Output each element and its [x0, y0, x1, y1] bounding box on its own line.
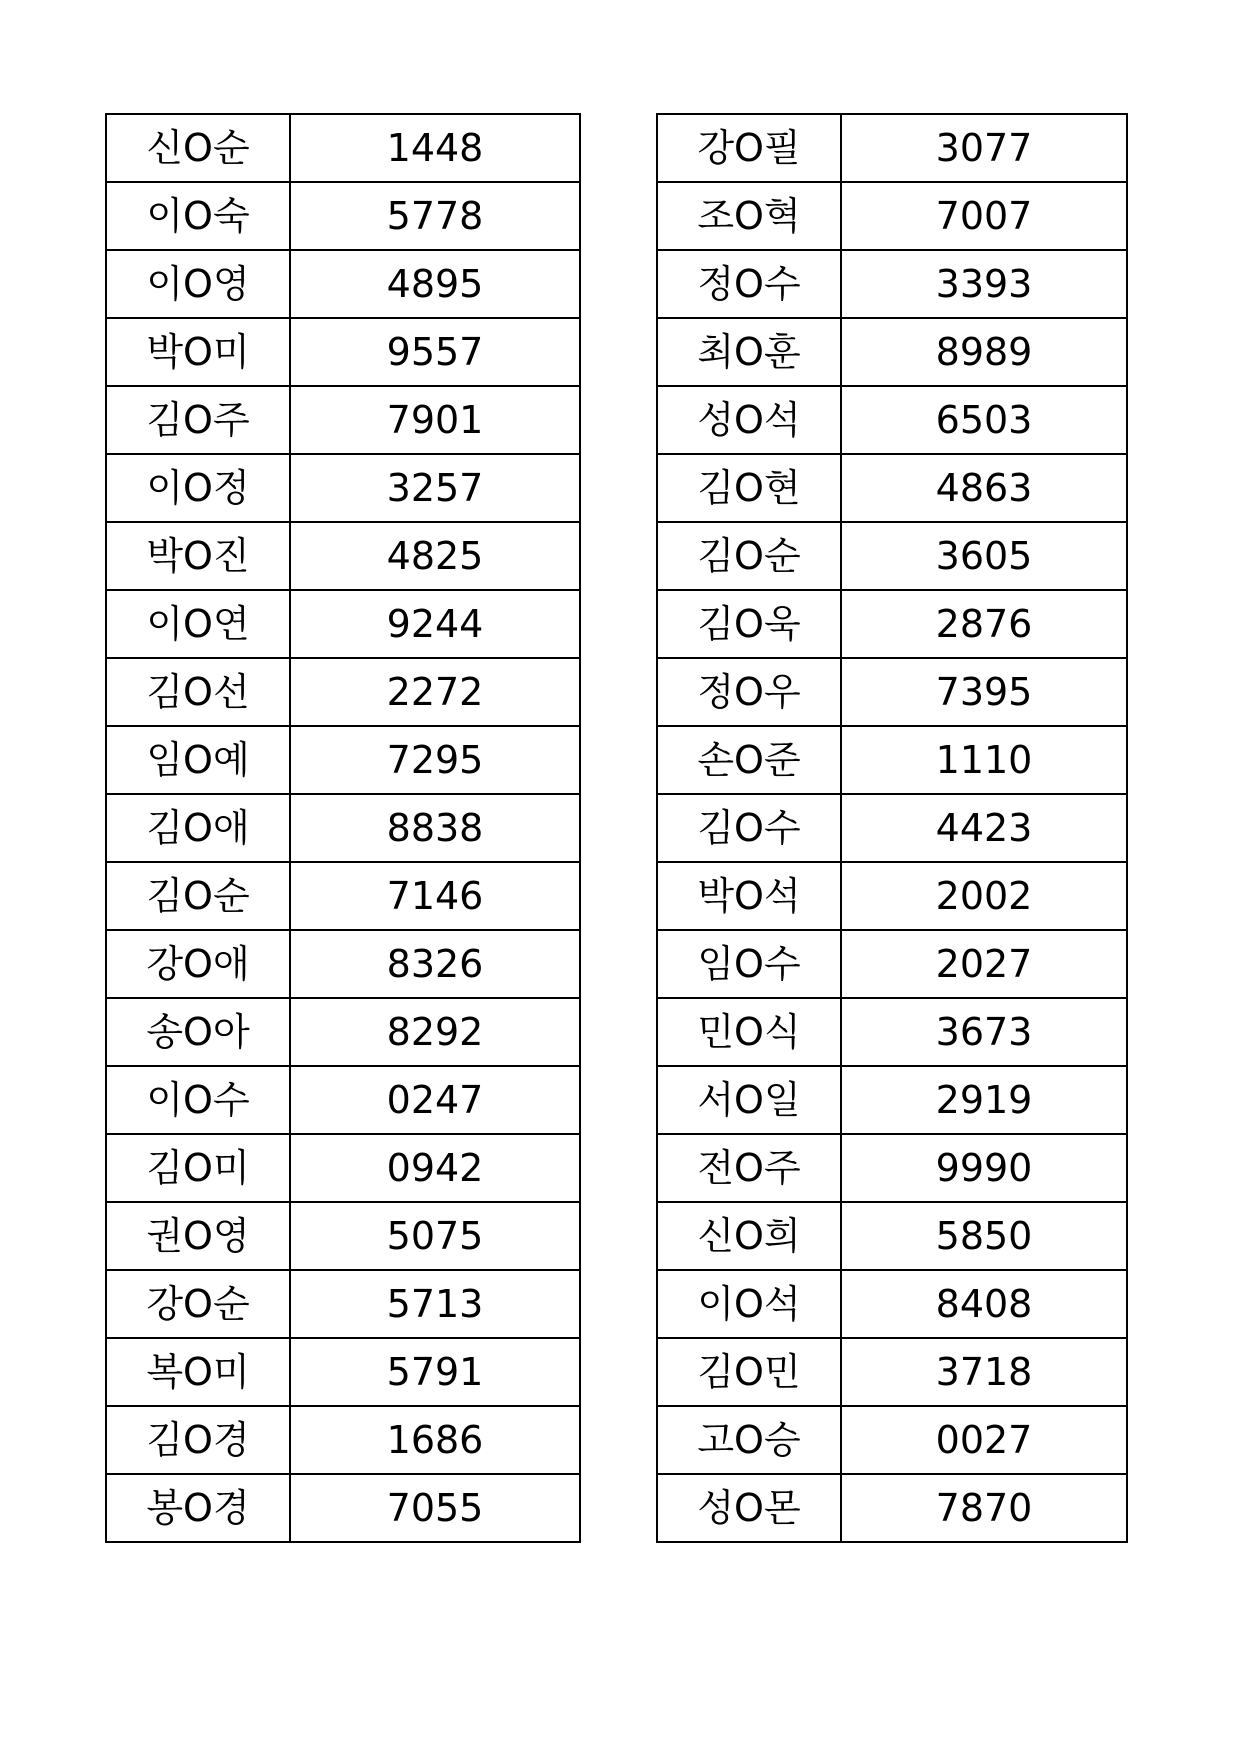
table-row — [657, 1406, 1127, 1474]
code-cell: 8989 — [841, 318, 1127, 386]
code-cell: 3257 — [290, 454, 580, 522]
code-cell: 0247 — [290, 1066, 580, 1134]
name-cell: 이O영 — [106, 250, 290, 318]
name-cell: 김O미 — [106, 1134, 290, 1202]
code-cell: 8408 — [841, 1270, 1127, 1338]
name-cell: 김O순 — [657, 522, 841, 590]
code-cell: 7295 — [290, 726, 580, 794]
table-row — [106, 998, 580, 1066]
name-cell: 강O필 — [657, 114, 841, 182]
name-cell: 김O현 — [657, 454, 841, 522]
code-cell: 2002 — [841, 862, 1127, 930]
table-row — [657, 454, 1127, 522]
code-cell: 5791 — [290, 1338, 580, 1406]
code-cell: 7055 — [290, 1474, 580, 1542]
table-row — [657, 182, 1127, 250]
code-cell: 5778 — [290, 182, 580, 250]
table-row — [106, 182, 580, 250]
table-row — [106, 250, 580, 318]
name-cell: 손O준 — [657, 726, 841, 794]
name-cell: 최O훈 — [657, 318, 841, 386]
name-cell: 성O석 — [657, 386, 841, 454]
table-row — [657, 794, 1127, 862]
table-row — [657, 318, 1127, 386]
name-cell: 성O몬 — [657, 1474, 841, 1542]
table-row — [657, 998, 1127, 1066]
name-cell: 박O미 — [106, 318, 290, 386]
name-cell: 권O영 — [106, 1202, 290, 1270]
code-cell: 0027 — [841, 1406, 1127, 1474]
name-cell: 임O수 — [657, 930, 841, 998]
name-cell: 정O수 — [657, 250, 841, 318]
code-cell: 9244 — [290, 590, 580, 658]
roster-table-body — [657, 114, 1127, 1542]
table-row — [106, 658, 580, 726]
code-cell: 7870 — [841, 1474, 1127, 1542]
code-cell: 2272 — [290, 658, 580, 726]
name-cell: 김O경 — [106, 1406, 290, 1474]
code-cell: 5850 — [841, 1202, 1127, 1270]
table-row — [106, 1202, 580, 1270]
name-cell: 박O진 — [106, 522, 290, 590]
name-cell: 고O승 — [657, 1406, 841, 1474]
code-cell: 9557 — [290, 318, 580, 386]
table-row — [657, 726, 1127, 794]
table-row — [657, 1270, 1127, 1338]
table-row — [657, 1474, 1127, 1542]
name-cell: 이O숙 — [106, 182, 290, 250]
code-cell: 7901 — [290, 386, 580, 454]
code-cell: 7146 — [290, 862, 580, 930]
table-row — [106, 318, 580, 386]
name-cell: 임O예 — [106, 726, 290, 794]
name-cell: 김O주 — [106, 386, 290, 454]
code-cell: 3673 — [841, 998, 1127, 1066]
code-cell: 4863 — [841, 454, 1127, 522]
table-row — [657, 1338, 1127, 1406]
name-cell: 이O정 — [106, 454, 290, 522]
name-cell: 박O석 — [657, 862, 841, 930]
table-row — [106, 1270, 580, 1338]
roster-table-right — [656, 113, 1128, 1543]
code-cell: 3718 — [841, 1338, 1127, 1406]
table-row — [106, 1338, 580, 1406]
name-cell: 봉O경 — [106, 1474, 290, 1542]
name-cell: 김O순 — [106, 862, 290, 930]
code-cell: 8326 — [290, 930, 580, 998]
code-cell: 8838 — [290, 794, 580, 862]
name-cell: 송O아 — [106, 998, 290, 1066]
code-cell: 3605 — [841, 522, 1127, 590]
code-cell: 2027 — [841, 930, 1127, 998]
name-cell: 신O순 — [106, 114, 290, 182]
table-row — [657, 590, 1127, 658]
code-cell: 7395 — [841, 658, 1127, 726]
code-cell: 1686 — [290, 1406, 580, 1474]
table-row — [106, 454, 580, 522]
table-row — [106, 794, 580, 862]
table-row — [106, 862, 580, 930]
table-row — [106, 386, 580, 454]
table-row — [106, 1474, 580, 1542]
code-cell: 8292 — [290, 998, 580, 1066]
name-cell: 이O수 — [106, 1066, 290, 1134]
name-cell: 복O미 — [106, 1338, 290, 1406]
code-cell: 2876 — [841, 590, 1127, 658]
code-cell: 3077 — [841, 114, 1127, 182]
code-cell: 2919 — [841, 1066, 1127, 1134]
code-cell: 7007 — [841, 182, 1127, 250]
name-cell: 강O애 — [106, 930, 290, 998]
name-cell: 조O혁 — [657, 182, 841, 250]
table-row — [657, 522, 1127, 590]
name-cell: 김O수 — [657, 794, 841, 862]
table-row — [657, 1066, 1127, 1134]
name-cell: 전O주 — [657, 1134, 841, 1202]
name-cell: 서O일 — [657, 1066, 841, 1134]
table-row — [106, 930, 580, 998]
name-cell: 김O민 — [657, 1338, 841, 1406]
roster-table-left — [105, 113, 581, 1543]
table-row — [657, 250, 1127, 318]
code-cell: 4825 — [290, 522, 580, 590]
table-row — [106, 726, 580, 794]
table-row — [657, 862, 1127, 930]
code-cell: 4423 — [841, 794, 1127, 862]
name-cell: 이O연 — [106, 590, 290, 658]
name-cell: 신O희 — [657, 1202, 841, 1270]
table-row — [657, 930, 1127, 998]
code-cell: 0942 — [290, 1134, 580, 1202]
table-row — [106, 114, 580, 182]
name-cell: 강O순 — [106, 1270, 290, 1338]
table-row — [106, 1406, 580, 1474]
code-cell: 4895 — [290, 250, 580, 318]
table-row — [657, 1134, 1127, 1202]
table-row — [657, 658, 1127, 726]
name-cell: 김O애 — [106, 794, 290, 862]
name-cell: 민O식 — [657, 998, 841, 1066]
code-cell: 6503 — [841, 386, 1127, 454]
table-row — [657, 1202, 1127, 1270]
code-cell: 1448 — [290, 114, 580, 182]
table-row — [657, 386, 1127, 454]
code-cell: 1110 — [841, 726, 1127, 794]
name-cell: 김O욱 — [657, 590, 841, 658]
table-row — [106, 1134, 580, 1202]
table-row — [106, 590, 580, 658]
roster-table-body — [106, 114, 580, 1542]
name-cell: 정O우 — [657, 658, 841, 726]
code-cell: 9990 — [841, 1134, 1127, 1202]
table-row — [106, 522, 580, 590]
name-cell: 김O선 — [106, 658, 290, 726]
code-cell: 3393 — [841, 250, 1127, 318]
code-cell: 5713 — [290, 1270, 580, 1338]
code-cell: 5075 — [290, 1202, 580, 1270]
table-row — [106, 1066, 580, 1134]
name-cell: 이O석 — [657, 1270, 841, 1338]
table-row — [657, 114, 1127, 182]
